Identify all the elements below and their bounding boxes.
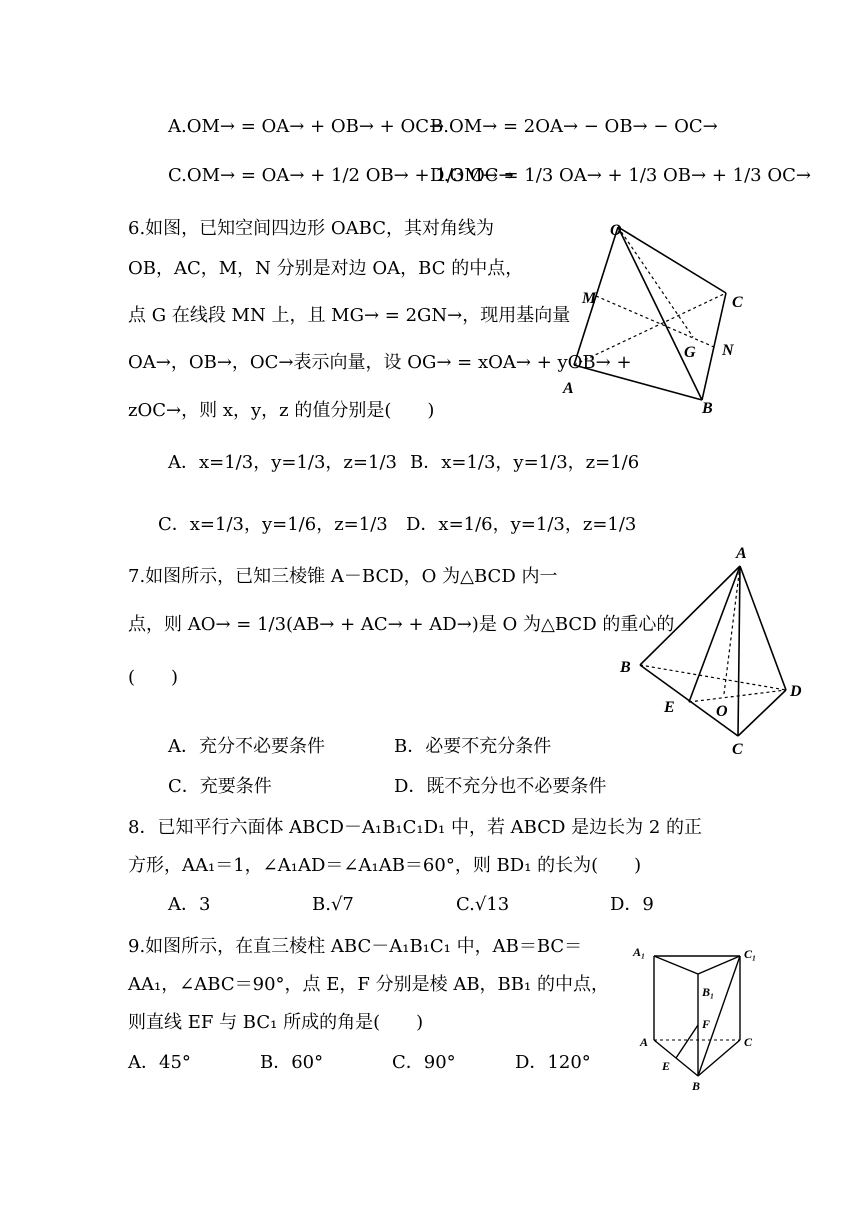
q8-option-a: A．3 (168, 894, 211, 915)
q7-line-3: ( ) (128, 667, 179, 688)
q9-line-2: AA₁，∠ABC＝90°，点 E，F 分别是棱 AB，BB₁ 的中点， (128, 974, 609, 995)
q6-label-o: O (610, 222, 622, 239)
q6-line-1: 6.如图，已知空间四边形 OABC，其对角线为 (128, 218, 494, 239)
q7-option-b: B．必要不充分条件 (394, 736, 552, 757)
q7-label-o: O (716, 703, 728, 720)
q9-line-3: 则直线 EF 与 BC₁ 所成的角是( ) (128, 1012, 424, 1033)
q6-option-a: A．x=1/3，y=1/3，z=1/3 (168, 452, 397, 473)
q5-option-b: B.OM→ = 2OA→ − OB→ − OC→ (430, 116, 718, 137)
q9-label-f: F (702, 1017, 711, 1031)
q6-label-a: A (563, 380, 574, 397)
q6-label-b: B (702, 400, 713, 417)
q9-label-e: E (662, 1059, 671, 1073)
q5-option-d: D.OM→ = 1/3 OA→ + 1/3 OB→ + 1/3 OC→ (430, 165, 811, 186)
q7-line-2: 点，则 AO→ = 1/3(AB→ + AC→ + AD→)是 O 为△BCD 的重心的 (128, 614, 675, 635)
q9-label-b: B (692, 1079, 701, 1093)
q9-line-1: 9.如图所示，在直三棱柱 ABC－A₁B₁C₁ 中，AB＝BC＝ (128, 936, 583, 957)
q7-label-a: A (736, 545, 747, 562)
q6-option-c: C．x=1/3，y=1/6，z=1/3 (158, 514, 388, 535)
q5-option-a: A.OM→ = OA→ + OB→ + OC→ (168, 116, 445, 137)
q7-figure-tetrahedron (612, 540, 812, 760)
q7-option-a: A．充分不必要条件 (168, 736, 325, 757)
q7-label-d: D (790, 683, 802, 700)
q8-option-b: B.√7 (312, 894, 354, 915)
q9-label-c1: C₁ (744, 947, 757, 961)
q9-label-c: C (744, 1035, 753, 1049)
q9-option-a: A．45° (128, 1052, 191, 1073)
q7-label-e: E (664, 699, 675, 716)
q6-label-g: G (684, 344, 696, 361)
q6-figure-quadrilateral (560, 215, 760, 420)
q8-line-1: 8．已知平行六面体 ABCD－A₁B₁C₁D₁ 中，若 ABCD 是边长为 2 的正 (128, 817, 703, 838)
q6-line-3: 点 G 在线段 MN 上，且 MG→ = 2GN→，现用基向量 (128, 305, 571, 326)
q7-option-d: D．既不充分也不必要条件 (394, 776, 607, 797)
q7-option-c: C．充要条件 (168, 776, 272, 797)
q5-option-c: C.OM→ = OA→ + 1/2 OB→ + 1/3 OC→ (168, 165, 514, 186)
q6-line-5: zOC→，则 x，y，z 的值分别是( ) (128, 400, 435, 421)
q6-label-m: M (582, 290, 597, 307)
q9-figure-prism (630, 938, 770, 1098)
q8-option-d: D．9 (610, 894, 654, 915)
q6-line-4: OA→，OB→，OC→表示向量，设 OG→ = xOA→ + yOB→ + (128, 352, 632, 373)
q8-option-c: C.√13 (456, 894, 510, 915)
q6-label-n: N (722, 342, 734, 359)
q7-label-b: B (620, 659, 631, 676)
q6-line-2: OB，AC，M，N 分别是对边 OA，BC 的中点， (128, 258, 524, 279)
q9-label-a1: A₁ (633, 945, 646, 959)
q9-option-c: C．90° (392, 1052, 456, 1073)
q6-label-c: C (732, 294, 743, 311)
q8-line-2: 方形，AA₁＝1，∠A₁AD＝∠A₁AB＝60°，则 BD₁ 的长为( ) (128, 855, 642, 876)
q7-line-1: 7.如图所示，已知三棱锥 A－BCD，O 为△BCD 内一 (128, 566, 558, 587)
q9-option-d: D．120° (515, 1052, 591, 1073)
q9-label-a: A (640, 1035, 649, 1049)
q9-label-b1: B₁ (702, 985, 715, 999)
q6-option-b: B．x=1/3，y=1/3，z=1/6 (410, 452, 640, 473)
q6-option-d: D．x=1/6，y=1/3，z=1/3 (406, 514, 637, 535)
q7-label-c: C (732, 741, 743, 758)
q9-option-b: B．60° (260, 1052, 324, 1073)
